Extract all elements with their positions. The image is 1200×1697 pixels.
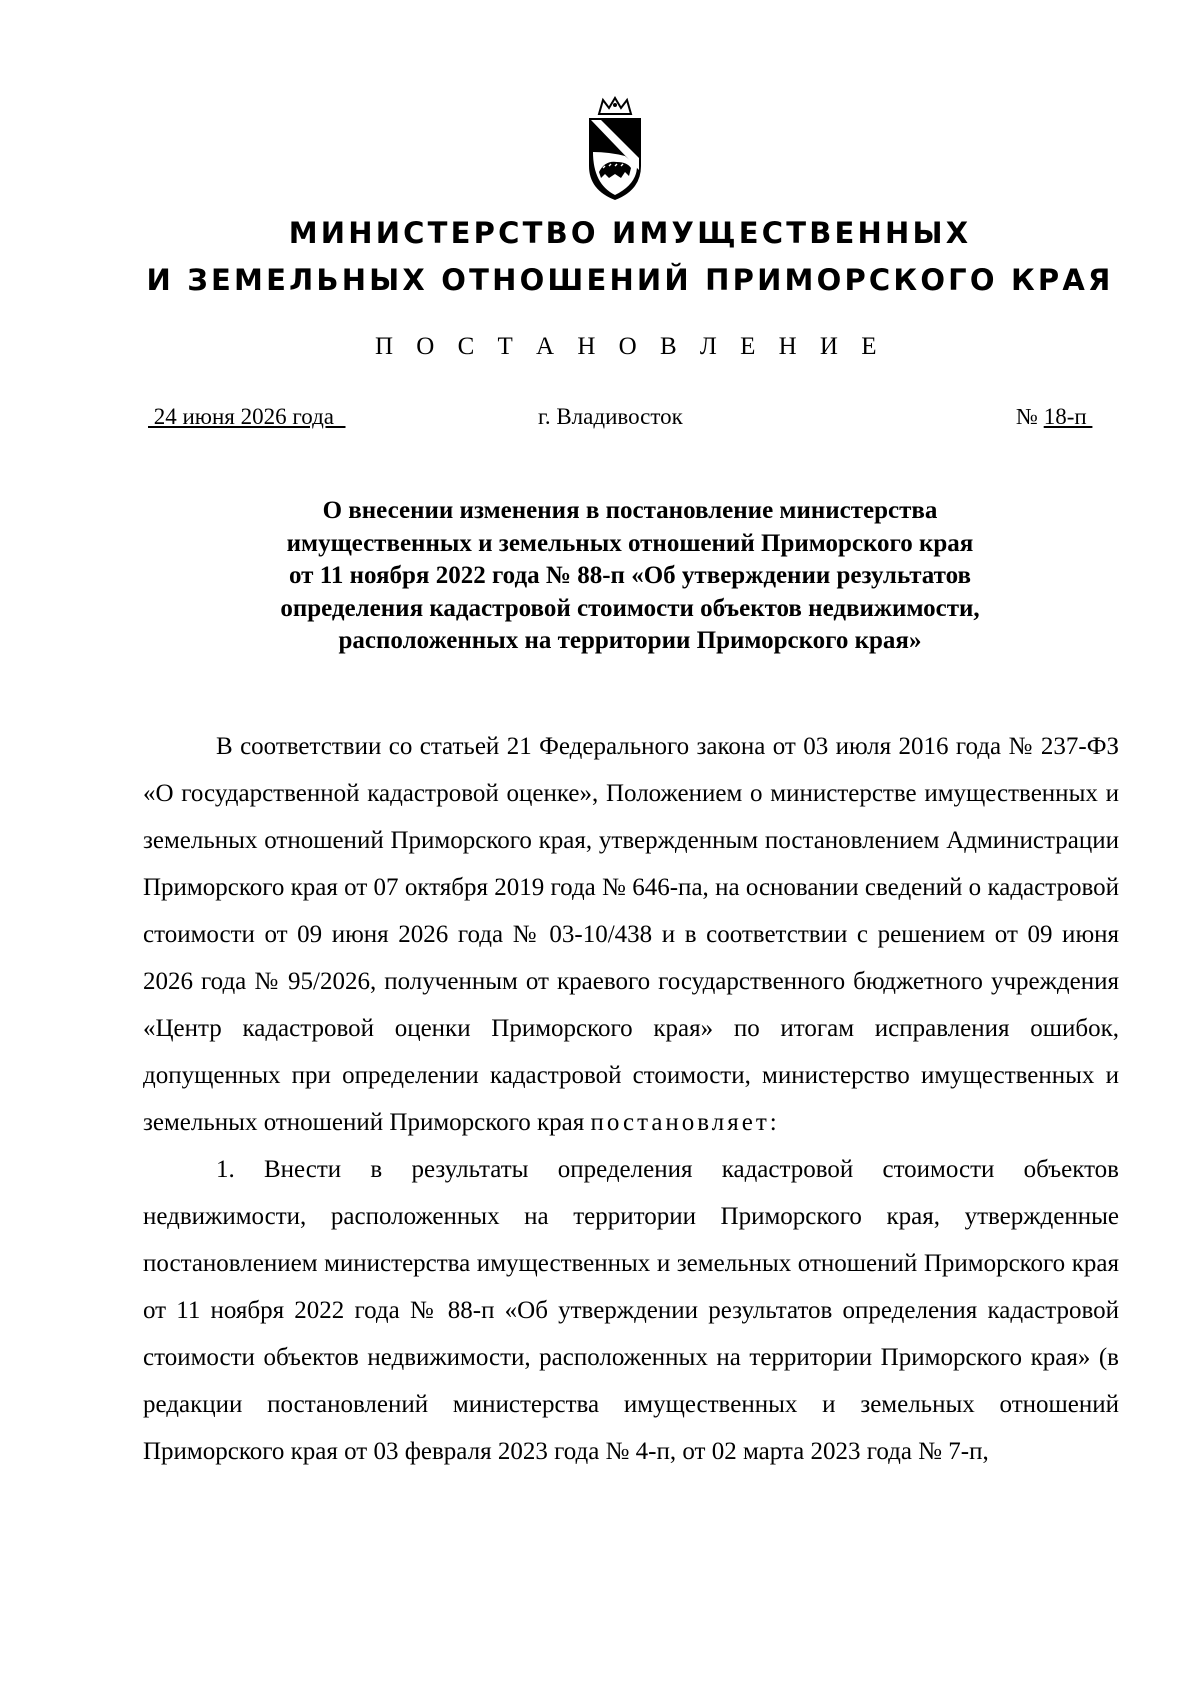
document-city: г. Владивосток bbox=[538, 404, 683, 429]
body-paragraph-preamble bbox=[143, 723, 1119, 1146]
title-line1: О внесении изменения в постановление министерства bbox=[322, 497, 938, 524]
decree-keyword: постановляет: bbox=[590, 1109, 780, 1136]
body-paragraph-item-1: 1. Внести в результаты определения кадастровой стоимости объектов недвижимости, расположенных на территории Приморского края, утвержденные постановлением министерства имущественных и земельных отношений Приморского края от 11 ноября 2022 года № 88-п «Об утверждении результатов определения кадастровой стоимости объектов недвижимости, расположенных на территории Приморского края» (в редакции постановлений министерства имущественных и земельных отношений Приморского края от 03 февраля 2023 года № 4-п, от 02 марта 2023 года № 7-п, bbox=[143, 1156, 1119, 1465]
primorsky-krai-coat-of-arms-icon bbox=[585, 96, 645, 209]
document-number-value: 18-п bbox=[1043, 404, 1093, 429]
document-number-prefix: № bbox=[1016, 404, 1044, 429]
title-line4: определения кадастровой стоимости объектов недвижимости, bbox=[280, 594, 980, 622]
ministry-name bbox=[0, 210, 1200, 304]
title-line5: расположенных на территории Приморского края» bbox=[338, 627, 922, 654]
ministry-name-line1: МИНИСТЕРСТВО ИМУЩЕСТВЕННЫХ bbox=[288, 216, 972, 250]
document-type: П О С Т А Н О В Л Е Н И Е bbox=[375, 333, 885, 360]
preamble-text: В соответствии со статьей 21 Федерального закона от 03 июля 2016 года № 237-ФЗ «О государственной кадастровой оценке», Положением о министерстве имущественных и земельных отношений Приморского края, утвержденным постановлением Администрации Приморского края от 07 октября 2019 года № 646-па, на основании сведений о кадастровой стоимости от 09 июня 2026 года № 03-10/438 и в соответствии с решением от 09 июня 2026 года № 95/2026, полученным от краевого государственного бюджетного учреждения «Центр кадастровой оценки Приморского края» по итогам исправления ошибок, допущенных при определении кадастровой стоимости, министерство имущественных и земельных отношений Приморского края bbox=[143, 733, 1119, 1136]
ministry-name-line2: И ЗЕМЕЛЬНЫХ ОТНОШЕНИЙ ПРИМОРСКОГО КРАЯ bbox=[146, 263, 1114, 297]
document-number bbox=[1016, 404, 1092, 430]
title-line2: имущественных и земельных отношений Приморского края bbox=[286, 529, 974, 557]
document-date: 24 июня 2026 года bbox=[148, 404, 346, 429]
document-body bbox=[143, 723, 1119, 1475]
document-title bbox=[0, 495, 1200, 658]
title-line3: от 11 ноября 2022 года № 88-п «Об утверждении результатов bbox=[289, 562, 971, 589]
